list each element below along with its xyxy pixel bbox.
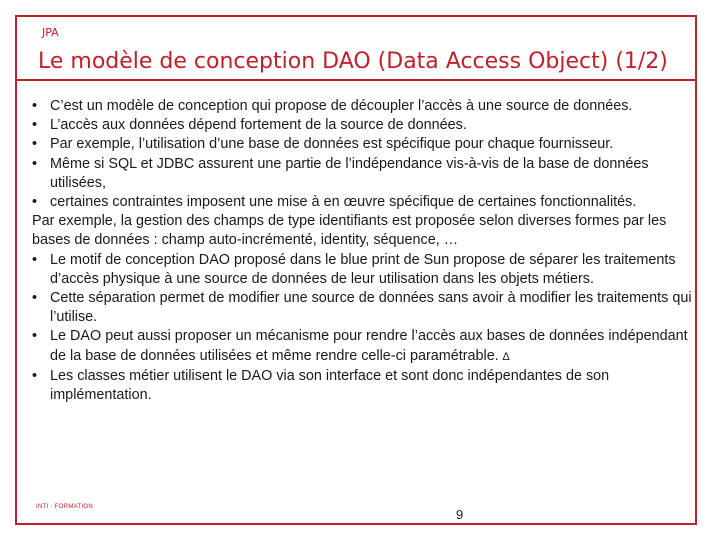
bullet-text: Les classes métier utilisent le DAO via son interface et sont donc indépendantes de son implémentation.	[50, 367, 610, 404]
bullet-text: L’accès aux données dépend fortement de la source de données.	[50, 117, 467, 134]
bullet-text: Par exemple, l’utilisation d’une base de données est spécifique pour chaque fournisseur.	[50, 136, 614, 153]
bullet-text: Le motif de conception DAO proposé dans le blue print de Sun propose de séparer les traitements d’accès physique à une source de données de leur utilisation dans les objets métiers.	[50, 251, 676, 287]
bullet-item	[26, 155, 696, 193]
bullet-icon: •	[32, 117, 38, 134]
bullet-icon: •	[32, 155, 38, 172]
bullet-item	[26, 193, 696, 212]
title-divider	[15, 79, 697, 81]
slide-title: Le modèle de conception DAO (Data Access Object) (1/2)	[38, 49, 668, 74]
section-tag: JPA	[42, 26, 59, 39]
page-number: 9	[456, 507, 464, 522]
bullet-icon: •	[32, 290, 38, 307]
slide-body	[26, 97, 696, 405]
bullet-text: Même si SQL et JDBC assurent une partie de l’indépendance vis-à-vis de la base de données utilisées,	[50, 155, 649, 191]
bullet-item	[26, 251, 696, 289]
bullet-icon: •	[32, 194, 38, 211]
bullet-item	[26, 135, 696, 154]
bullet-icon: •	[32, 328, 38, 345]
bullet-item	[26, 116, 696, 135]
bullet-icon: •	[32, 136, 38, 153]
footer-logo: INTI · FORMATION	[36, 504, 94, 510]
bullet-icon: •	[32, 98, 38, 114]
delta-mark-icon: ∆	[502, 350, 510, 363]
bullet-text: Le DAO peut aussi proposer un mécanisme pour rendre l’accès aux bases de données indépendant de la base de données utilisées et même rendre celle-ci paramétrable.	[50, 328, 688, 364]
bullet-item	[26, 367, 696, 405]
bullet-text: Cette séparation permet de modifier une source de données sans avoir à modifier les traitements qui l’utilise.	[50, 290, 692, 326]
bullet-icon: •	[32, 251, 38, 268]
bullet-item	[26, 289, 696, 327]
bullet-text: C’est un modèle de conception qui propose de découpler l’accès à une source de données.	[50, 98, 633, 114]
bullet-item	[26, 97, 696, 116]
bullet-text: certaines contraintes imposent une mise à en œuvre spécifique de certaines fonctionnalités.	[50, 194, 637, 211]
bullet-icon: •	[32, 367, 38, 384]
bullet-item	[26, 327, 696, 366]
example-paragraph: Par exemple, la gestion des champs de type identifiants est proposée selon diverses formes par les bases de données : champ auto-incrémenté, identity, séquence, …	[32, 213, 667, 249]
